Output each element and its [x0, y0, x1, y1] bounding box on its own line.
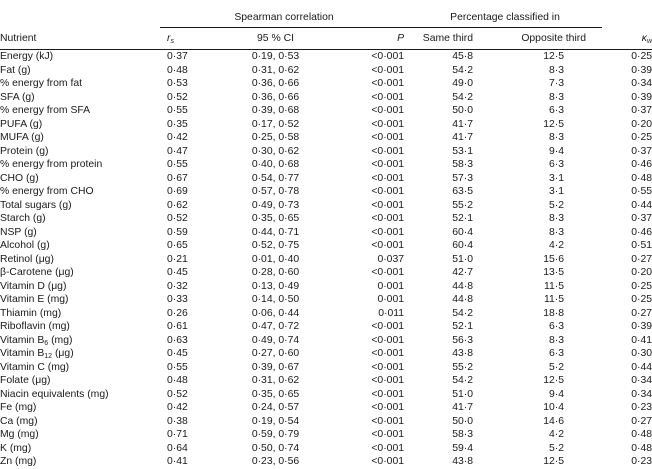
- opposite-third-cell: 13·5: [543, 267, 565, 278]
- table-row: [0, 361, 652, 375]
- same-third-cell: 44·8: [452, 280, 474, 292]
- table-row: [0, 185, 652, 199]
- same-third-cell: 50·0: [452, 105, 474, 116]
- rs-cell: 0·55: [167, 361, 188, 373]
- ci-cell: 0·25, 0·58: [251, 132, 300, 143]
- nutrient-cell: Thiamin (mg): [0, 307, 62, 319]
- kw-cell: 0·23: [631, 402, 652, 413]
- p-value-cell: <0·001: [371, 199, 405, 211]
- table-row: [0, 239, 652, 253]
- nutrient-cell: Zn (mg): [0, 456, 37, 467]
- rs-cell: 0·33: [167, 294, 188, 305]
- table-row: [0, 253, 652, 267]
- kw-cell: 0·48: [631, 172, 652, 184]
- opposite-third-cell: 18·8: [543, 307, 565, 319]
- table-row: [0, 145, 652, 159]
- ci-cell: 0·35, 0·65: [251, 213, 300, 224]
- rs-cell: 0·63: [167, 334, 188, 346]
- p-value-cell: <0·001: [371, 429, 405, 440]
- table-row: [0, 104, 652, 118]
- nutrient-cell: MUFA (g): [0, 132, 44, 143]
- same-third-cell: 54·2: [452, 375, 474, 386]
- table-row: [0, 388, 652, 402]
- nutrient-cell: Vitamin $B_6$ (mg): [0, 334, 73, 347]
- ci-cell: 0·59, 0·79: [251, 429, 300, 440]
- opposite-third-cell: 7·3: [548, 78, 565, 89]
- p-value-cell: <0·001: [371, 78, 405, 89]
- kw-cell: 0·39: [631, 91, 652, 103]
- same-third-cell: 43·8: [452, 348, 474, 359]
- same-third-cell: 55·2: [452, 199, 474, 211]
- rs-cell: 0·67: [167, 172, 188, 184]
- p-value-cell: <0·001: [371, 267, 405, 278]
- nutrient-cell: Niacin equivalents (mg): [0, 388, 109, 400]
- p-value-cell: <0·001: [371, 361, 405, 373]
- same-third-cell: 41·7: [452, 118, 474, 130]
- nutrient-cell: Energy (kJ): [0, 51, 54, 62]
- same-third-cell: 55·2: [452, 361, 474, 373]
- kw-cell: 0·37: [631, 213, 652, 224]
- group-spacer: [0, 0, 160, 28]
- table-row: [0, 266, 652, 280]
- ci-cell: 0·13, 0·49: [251, 280, 300, 292]
- kw-cell: 0·34: [631, 78, 652, 89]
- rs-cell: 0·26: [167, 307, 188, 319]
- rs-cell: 0·62: [167, 199, 188, 211]
- kw-cell: 0·44: [631, 199, 652, 211]
- p-value-cell: <0·001: [371, 51, 405, 62]
- kw-cell: 0·48: [631, 442, 652, 454]
- nutrient-cell: K (mg): [0, 442, 32, 454]
- opposite-third-cell: 8·3: [548, 226, 565, 238]
- col-header-p: P: [397, 33, 405, 44]
- kw-cell: 0·48: [631, 429, 652, 440]
- rs-cell: 0·55: [167, 105, 188, 116]
- ci-cell: 0·36, 0·66: [251, 78, 300, 89]
- ci-cell: 0·06, 0·44: [251, 307, 300, 319]
- nutrient-cell: PUFA (g): [0, 118, 43, 130]
- p-value-cell: <0·001: [371, 442, 405, 454]
- opposite-third-cell: 11·5: [543, 294, 565, 305]
- table-row: [0, 158, 652, 172]
- same-third-cell: 50·0: [452, 415, 474, 427]
- rs-cell: 0·48: [167, 375, 188, 386]
- col-header-same-third: Same third: [422, 33, 474, 44]
- p-value-cell: <0·001: [371, 226, 405, 238]
- kw-cell: 0·23: [631, 456, 652, 467]
- table-row: [0, 50, 652, 64]
- nutrient-cell: Starch (g): [0, 213, 46, 224]
- opposite-third-cell: 12·5: [543, 51, 565, 62]
- table-row: [0, 91, 652, 105]
- ci-cell: 0·27, 0·60: [251, 348, 300, 359]
- opposite-third-cell: 8·3: [548, 91, 565, 103]
- rs-cell: 0·42: [167, 132, 188, 143]
- table-row: [0, 401, 652, 415]
- nutrient-cell: Retinol (μg): [0, 253, 54, 265]
- same-third-cell: 59·4: [452, 442, 474, 454]
- opposite-third-cell: 5·2: [548, 361, 565, 373]
- ci-cell: 0·23, 0·56: [251, 456, 300, 467]
- col-header-rs: $r_s$: [167, 33, 174, 45]
- opposite-third-cell: 8·3: [548, 213, 565, 224]
- nutrient-cell: Vitamin C (mg): [0, 361, 70, 373]
- ci-cell: 0·14, 0·50: [251, 294, 300, 305]
- p-value-cell: <0·001: [371, 91, 405, 103]
- kw-cell: 0·39: [631, 64, 652, 76]
- kw-cell: 0·41: [631, 334, 652, 346]
- ci-cell: 0·52, 0·75: [251, 240, 300, 251]
- rs-cell: 0·53: [167, 78, 188, 89]
- ci-cell: 0·19, 0·53: [251, 51, 300, 62]
- group-spacer-right: [602, 0, 652, 28]
- ci-cell: 0·40, 0·68: [251, 159, 300, 170]
- same-third-cell: 54·2: [452, 91, 474, 103]
- kw-cell: 0·30: [631, 348, 652, 359]
- same-third-cell: 63·5: [452, 186, 474, 197]
- same-third-cell: 53·1: [452, 145, 474, 157]
- kw-cell: 0·37: [631, 145, 652, 157]
- kw-cell: 0·25: [631, 132, 652, 143]
- rs-cell: 0·48: [167, 64, 188, 76]
- nutrient-cell: SFA (g): [0, 91, 35, 103]
- kw-cell: 0·51: [631, 240, 652, 251]
- opposite-third-cell: 8·3: [548, 334, 565, 346]
- col-header-nutrient: Nutrient: [0, 32, 37, 44]
- p-value-cell: 0·001: [377, 280, 405, 292]
- ci-cell: 0·47, 0·72: [251, 321, 300, 332]
- table-row: [0, 334, 652, 348]
- col-header-ci: 95 % CI: [257, 33, 294, 44]
- table-row: [0, 307, 652, 321]
- p-value-cell: 0·037: [377, 253, 405, 265]
- nutrient-cell: Vitamin D (μg): [0, 280, 67, 292]
- rs-cell: 0·59: [167, 226, 188, 238]
- same-third-cell: 51·0: [452, 388, 474, 400]
- table-row: [0, 293, 652, 307]
- same-third-cell: 54·2: [452, 64, 474, 76]
- opposite-third-cell: 6·3: [548, 159, 565, 170]
- table-row: [0, 455, 652, 469]
- kw-cell: 0·20: [631, 267, 652, 278]
- opposite-third-cell: 5·2: [548, 442, 565, 454]
- kw-cell: 0·25: [631, 294, 652, 305]
- kw-cell: 0·27: [631, 307, 652, 319]
- rs-cell: 0·32: [167, 280, 188, 292]
- nutrient-cell: % energy from protein: [0, 159, 103, 170]
- rs-cell: 0·38: [167, 415, 188, 427]
- opposite-third-cell: 8·3: [548, 64, 565, 76]
- table-row: [0, 118, 652, 132]
- table-row: [0, 64, 652, 78]
- rs-cell: 0·69: [167, 186, 188, 197]
- kw-cell: 0·44: [631, 361, 652, 373]
- ci-cell: 0·49, 0·74: [251, 334, 300, 346]
- rs-cell: 0·47: [167, 145, 188, 157]
- p-value-cell: <0·001: [371, 213, 405, 224]
- ci-cell: 0·31, 0·62: [251, 64, 300, 76]
- same-third-cell: 60·4: [452, 240, 474, 251]
- ci-cell: 0·54, 0·77: [251, 172, 300, 184]
- same-third-cell: 45·8: [452, 51, 474, 62]
- p-value-cell: <0·001: [371, 375, 405, 386]
- same-third-cell: 44·8: [452, 294, 474, 305]
- rs-cell: 0·52: [167, 91, 188, 103]
- nutrient-cell: Fe (mg): [0, 402, 37, 413]
- nutrient-cell: Mg (mg): [0, 429, 39, 440]
- opposite-third-cell: 3·1: [548, 186, 565, 197]
- nutrient-cell: Riboflavin (mg): [0, 321, 70, 332]
- opposite-third-cell: 6·3: [548, 348, 565, 359]
- p-value-cell: <0·001: [371, 321, 405, 332]
- kw-cell: 0·27: [631, 415, 652, 427]
- ci-cell: 0·39, 0·68: [251, 105, 300, 116]
- rs-cell: 0·55: [167, 159, 188, 170]
- ci-cell: 0·36, 0·66: [251, 91, 300, 103]
- nutrient-cell: Vitamin $B_{12}$ (μg): [0, 348, 74, 360]
- p-value-cell: <0·001: [371, 132, 405, 143]
- table-body: [0, 50, 652, 469]
- nutrient-cell: % energy from CHO: [0, 186, 94, 197]
- col-header-opposite-third: Opposite third: [521, 33, 587, 44]
- ci-cell: 0·31, 0·62: [251, 375, 300, 386]
- rs-cell: 0·52: [167, 213, 188, 224]
- p-value-cell: <0·001: [371, 159, 405, 170]
- p-value-cell: 0·001: [377, 294, 405, 305]
- kw-cell: 0·20: [631, 118, 652, 130]
- nutrient-cell: Vitamin E (mg): [0, 294, 69, 305]
- opposite-third-cell: 6·3: [548, 105, 565, 116]
- rs-cell: 0·41: [167, 456, 188, 467]
- same-third-cell: 57·3: [452, 172, 474, 184]
- rs-cell: 0·71: [167, 429, 188, 440]
- rs-cell: 0·45: [167, 348, 188, 359]
- p-value-cell: <0·001: [371, 172, 405, 184]
- opposite-third-cell: 12·5: [543, 456, 565, 467]
- opposite-third-cell: 6·3: [548, 321, 565, 332]
- p-value-cell: <0·001: [371, 118, 405, 130]
- p-value-cell: <0·001: [371, 456, 405, 467]
- table-row: [0, 320, 652, 334]
- nutrient-cell: Alcohol (g): [0, 240, 50, 251]
- table-row: [0, 280, 652, 294]
- table-row: [0, 212, 652, 226]
- rs-cell: 0·35: [167, 118, 188, 130]
- nutrient-cell: % energy from SFA: [0, 105, 91, 116]
- group-header-row: [0, 0, 652, 28]
- ci-cell: 0·39, 0·67: [251, 361, 300, 373]
- p-value-cell: <0·001: [371, 348, 405, 359]
- kw-cell: 0·37: [631, 105, 652, 116]
- opposite-third-cell: 12·5: [543, 375, 565, 386]
- rs-cell: 0·45: [167, 267, 188, 278]
- group-percentage-classified: Percentage classified in: [408, 0, 602, 28]
- p-value-cell: <0·001: [371, 415, 405, 427]
- ci-cell: 0·01, 0·40: [251, 253, 300, 265]
- same-third-cell: 51·0: [452, 253, 474, 265]
- nutrient-cell: NSP (g): [0, 226, 37, 238]
- same-third-cell: 54·2: [452, 307, 474, 319]
- kw-cell: 0·46: [631, 159, 652, 170]
- kw-cell: 0·55: [631, 186, 652, 197]
- opposite-third-cell: 14·6: [543, 415, 565, 427]
- table-row: [0, 131, 652, 145]
- kw-cell: 0·27: [631, 253, 652, 265]
- kw-cell: 0·25: [631, 280, 652, 292]
- same-third-cell: 42·7: [452, 267, 474, 278]
- nutrient-cell: Protein (g): [0, 145, 49, 157]
- opposite-third-cell: 15·6: [543, 253, 565, 265]
- ci-cell: 0·50, 0·74: [251, 442, 300, 454]
- same-third-cell: 41·7: [452, 132, 474, 143]
- nutrient-cell: CHO (g): [0, 172, 39, 184]
- opposite-third-cell: 5·2: [548, 199, 565, 211]
- ci-cell: 0·30, 0·62: [251, 145, 300, 157]
- ci-cell: 0·28, 0·60: [251, 267, 300, 278]
- table-row: [0, 428, 652, 442]
- nutrient-cell: β-Carotene (μg): [0, 267, 74, 278]
- p-value-cell: <0·001: [371, 105, 405, 116]
- opposite-third-cell: 9·4: [548, 145, 565, 157]
- p-value-cell: <0·001: [371, 240, 405, 251]
- nutrient-cell: Ca (mg): [0, 415, 38, 427]
- nutrient-cell: Total sugars (g): [0, 199, 72, 211]
- same-third-cell: 52·1: [452, 321, 474, 332]
- table-row: [0, 442, 652, 456]
- kw-cell: 0·34: [631, 375, 652, 386]
- p-value-cell: <0·001: [371, 145, 405, 157]
- p-value-cell: <0·001: [371, 334, 405, 346]
- table-row: [0, 172, 652, 186]
- same-third-cell: 43·8: [452, 456, 474, 467]
- same-third-cell: 58·3: [452, 159, 474, 170]
- opposite-third-cell: 4·2: [548, 429, 565, 440]
- table-row: [0, 226, 652, 240]
- nutrient-cell: Fat (g): [0, 64, 31, 76]
- rs-cell: 0·52: [167, 388, 188, 400]
- same-third-cell: 60·4: [452, 226, 474, 238]
- ci-cell: 0·24, 0·57: [251, 402, 300, 413]
- ci-cell: 0·17, 0·52: [251, 118, 300, 130]
- rs-cell: 0·61: [167, 321, 188, 332]
- rs-cell: 0·42: [167, 402, 188, 413]
- table-row: [0, 77, 652, 91]
- same-third-cell: 58·3: [452, 429, 474, 440]
- rs-cell: 0·65: [167, 240, 188, 251]
- same-third-cell: 52·1: [452, 213, 474, 224]
- kw-cell: 0·39: [631, 321, 652, 332]
- same-third-cell: 49·0: [452, 78, 474, 89]
- ci-cell: 0·19, 0·54: [251, 415, 300, 427]
- rs-cell: 0·64: [167, 442, 188, 454]
- kw-cell: 0·34: [631, 388, 652, 400]
- rs-cell: 0·21: [167, 253, 188, 265]
- kw-cell: 0·25: [631, 51, 652, 62]
- p-value-cell: 0·011: [378, 307, 405, 319]
- opposite-third-cell: 9·4: [548, 388, 565, 400]
- ci-cell: 0·35, 0·65: [251, 388, 300, 400]
- table-row: [0, 374, 652, 388]
- table-row: [0, 415, 652, 429]
- opposite-third-cell: 12·5: [543, 118, 565, 130]
- opposite-third-cell: 4·2: [548, 240, 565, 251]
- table-row: [0, 347, 652, 361]
- p-value-cell: <0·001: [371, 388, 405, 400]
- table-row: [0, 199, 652, 213]
- ci-cell: 0·49, 0·73: [251, 199, 300, 211]
- opposite-third-cell: 10·4: [543, 402, 565, 413]
- col-header-kw: $\kappa_w$: [641, 32, 652, 45]
- opposite-third-cell: 11·5: [543, 280, 565, 292]
- ci-cell: 0·57, 0·78: [251, 186, 300, 197]
- rs-cell: 0·37: [167, 51, 188, 62]
- nutrient-cell: % energy from fat: [0, 78, 83, 89]
- p-value-cell: <0·001: [371, 402, 405, 413]
- p-value-cell: <0·001: [371, 186, 405, 197]
- column-header-row: [0, 28, 652, 50]
- kw-cell: 0·46: [631, 226, 652, 238]
- opposite-third-cell: 3·1: [548, 172, 565, 184]
- same-third-cell: 41·7: [452, 402, 474, 413]
- group-spearman-correlation: Spearman correlation: [160, 0, 408, 28]
- p-value-cell: <0·001: [371, 64, 405, 76]
- opposite-third-cell: 8·3: [548, 132, 565, 143]
- nutrient-cell: Folate (μg): [0, 375, 51, 386]
- same-third-cell: 56·3: [452, 334, 474, 346]
- ci-cell: 0·44, 0·71: [251, 226, 300, 238]
